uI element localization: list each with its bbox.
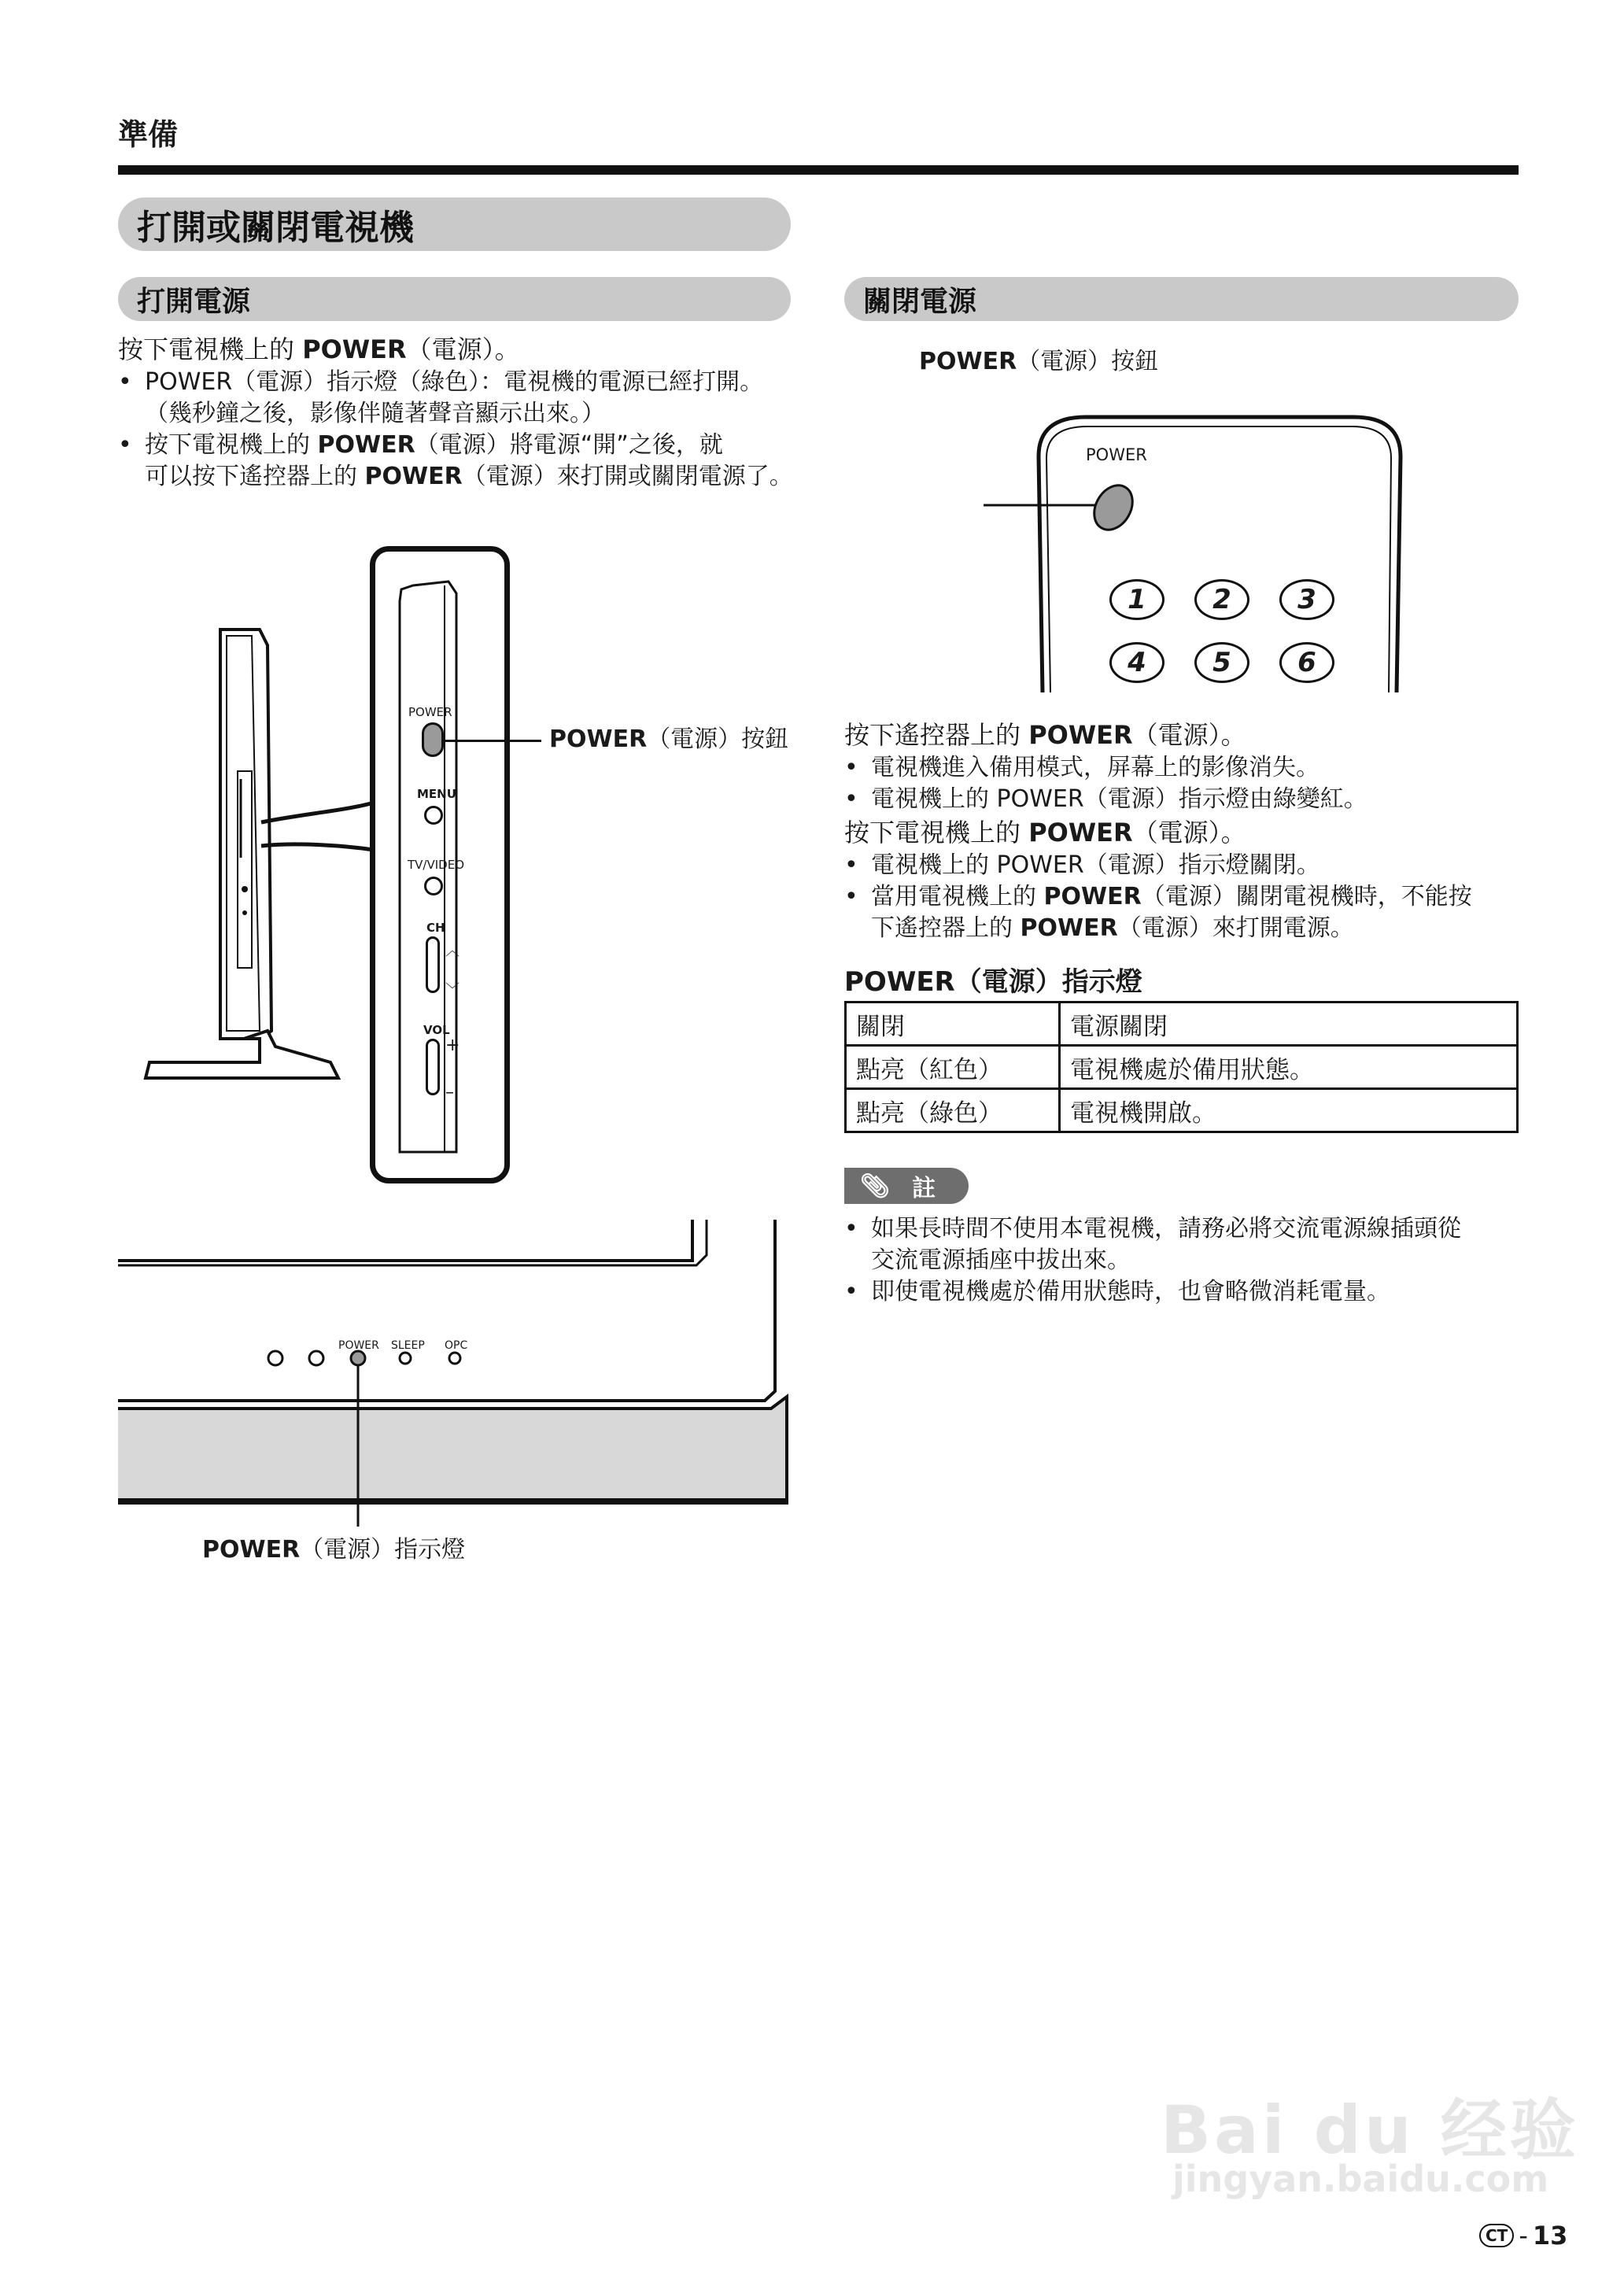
remote-power-label: POWER [1086,445,1147,464]
table-cell: 點亮（綠色） [846,1089,1060,1132]
notes-list [844,1213,1461,1308]
table-cell: 電源關閉 [1060,1002,1518,1046]
table-cell: 點亮（紅色） [846,1046,1060,1089]
table-cell: 電視機處於備用狀態。 [1060,1046,1518,1089]
remote-key-5[interactable]: 5 [1194,642,1249,683]
turn-on-bullets [118,367,793,493]
list-item: • 如果長時間不使用本電視機，請務必將交流電源線插頭從 [844,1215,1461,1243]
list-item-continuation: 下遙控器上的 POWER（電源）來打開電源。 [871,914,1354,942]
press-tv-power: 按下電視機上的 POWER（電源）。 [844,818,1246,847]
list-item-continuation: （幾秒鐘之後，影像伴隨著聲音顯示出來。） [145,400,605,427]
note-label: 註 [912,1175,936,1202]
tv-power-button[interactable] [422,722,444,757]
table-row [846,1002,1518,1046]
table-row [846,1046,1518,1089]
ch-label: CH [426,921,445,935]
tv-bullets [844,850,1472,944]
remote-key-2[interactable]: 2 [1194,579,1249,620]
list-item: • 當用電視機上的 POWER（電源）關閉電視機時，不能按 [844,883,1472,910]
plus-icon: + [445,1036,460,1055]
remote-key-1[interactable]: 1 [1109,579,1164,620]
chevron-up-icon: ︿ [445,943,460,959]
turn-on-intro: 按下電視機上的 POWER（電源）。 [118,334,520,364]
volume-rocker[interactable] [426,1039,440,1095]
watermark-url: jingyan.baidu.com [1172,2158,1549,2200]
language-badge: CT [1479,2224,1514,2247]
paperclip-icon: 📎︎ [860,1172,891,1200]
turn-off-heading: 關閉電源 [844,277,1519,321]
page-title: 打開或關閉電視機 [118,198,791,251]
remote-key-4[interactable]: 4 [1109,642,1164,683]
channel-rocker[interactable] [426,936,440,993]
indicator-table-title: POWER（電源）指示燈 [844,966,1142,998]
remote-power-callout: POWER（電源）按鈕 [919,348,1159,375]
table-cell: 關閉 [846,1002,1060,1046]
front-opc-label: OPC [445,1339,468,1352]
vol-label: VOL [423,1023,450,1037]
front-power-label: POWER [338,1339,379,1352]
list-item: • 電視機進入備用模式，屏幕上的影像消失。 [844,754,1320,781]
front-sleep-label: SLEEP [391,1339,425,1352]
baidu-watermark: Bai du 经验 [1161,2092,1579,2169]
tvvideo-button[interactable] [424,877,443,895]
remote-keypad [1109,579,1334,683]
press-remote-power: 按下遙控器上的 POWER（電源）。 [844,720,1246,750]
remote-key-6[interactable]: 6 [1279,642,1334,683]
table-cell: 電視機開啟。 [1060,1089,1518,1132]
menu-button[interactable] [424,806,443,825]
list-item: • 即使電視機處於備用狀態時，也會略微消耗電量。 [844,1278,1390,1305]
table-row [846,1089,1518,1132]
header-rule [118,165,1519,175]
turn-on-heading: 打開電源 [118,277,791,321]
remote-power-button[interactable] [1092,485,1142,524]
tv-front-illustration [118,1220,795,1527]
note-badge [844,1168,969,1204]
page-number-value: 13 [1532,2221,1568,2251]
remote-key-3[interactable]: 3 [1279,579,1334,620]
list-item: • 電視機上的 POWER（電源）指示燈關閉。 [844,851,1320,879]
page-number: CT - 13 [1479,2221,1567,2251]
remote-bullets [844,752,1367,815]
power-indicator-callout: POWER（電源）指示燈 [202,1536,466,1564]
menu-label: MENU [417,787,456,801]
power-button-callout: POWER（電源）按鈕 [549,726,789,753]
list-item: • 電視機上的 POWER（電源）指示燈由綠變紅。 [844,785,1367,813]
tvvideo-label: TV/VIDEO [408,858,464,872]
list-item: • POWER（電源）指示燈（綠色）：電視機的電源已經打開。 [118,368,764,396]
list-item-continuation: 可以按下遙控器上的 POWER（電源）來打開或關閉電源了。 [145,463,793,490]
list-item: • 按下電視機上的 POWER（電源）將電源“開”之後，就 [118,431,723,459]
list-item-continuation: 交流電源插座中拔出來。 [871,1246,1131,1274]
section-label: 準備 [118,117,179,152]
indicator-table [844,1001,1519,1133]
chevron-down-icon: ﹀ [445,982,460,999]
minus-icon: – [445,1083,454,1102]
power-label: POWER [408,705,452,719]
callout-line [445,740,541,742]
